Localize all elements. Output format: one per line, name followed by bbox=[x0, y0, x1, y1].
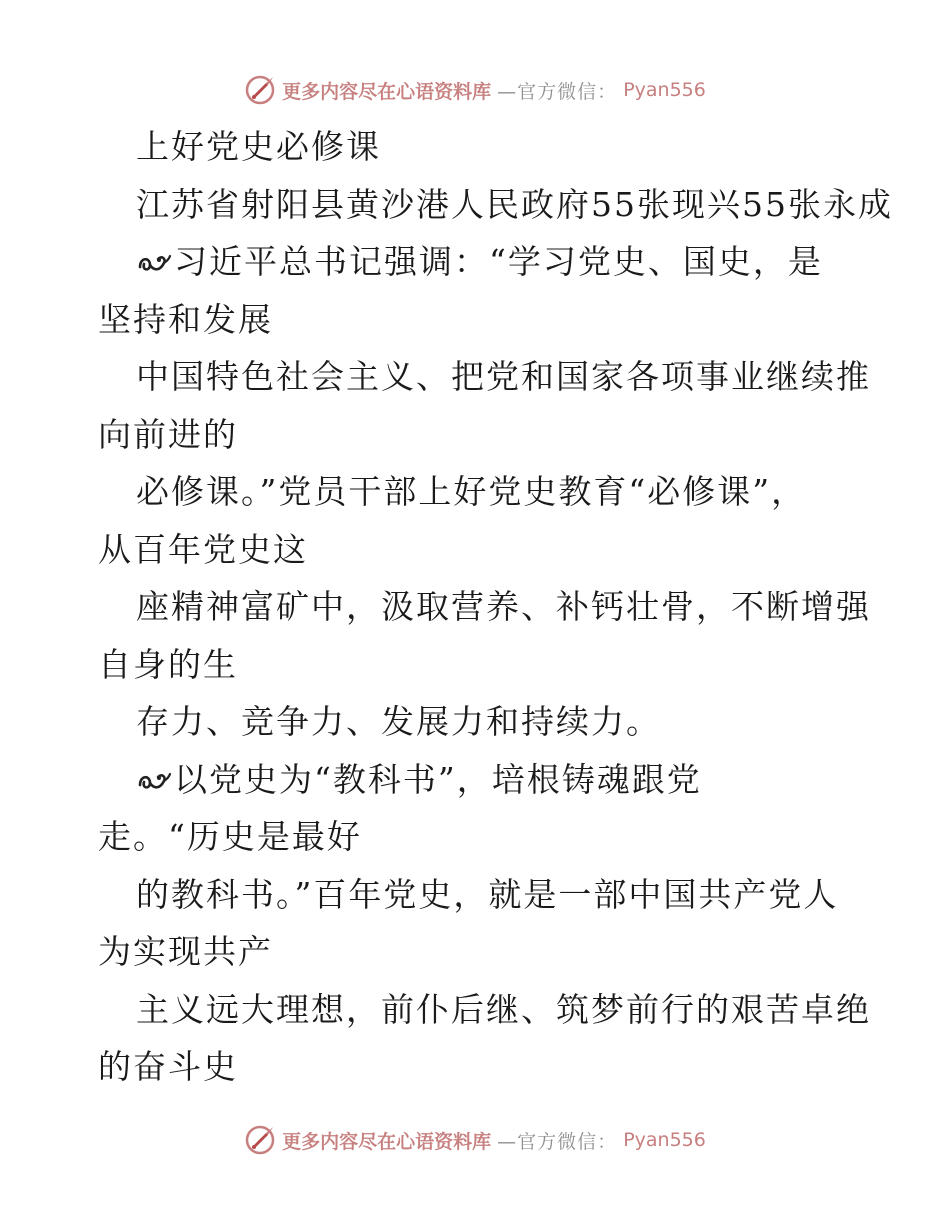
paragraph-line bbox=[98, 233, 858, 291]
footer-dash-text: —官方微信： bbox=[497, 1130, 618, 1153]
quill-logo-icon bbox=[244, 1124, 276, 1156]
footer-site-text: 更多内容尽在心语资料库 bbox=[282, 1130, 492, 1153]
header-site-text: 更多内容尽在心语资料库 bbox=[282, 80, 492, 103]
paragraph-line: 走。“历史是最好 bbox=[98, 817, 362, 856]
footer-banner bbox=[0, 1120, 950, 1160]
header-wechat-id: Pyan556 bbox=[623, 79, 706, 101]
doc-title: 上好党史必修课 bbox=[136, 127, 381, 166]
flourish-bullet-icon bbox=[136, 765, 172, 795]
paragraph-line: 座精神富矿中，汲取营养、补钙壮骨，不断增强 bbox=[136, 587, 871, 626]
paragraph-line: 的奋斗史 bbox=[98, 1047, 238, 1086]
paragraph-line: 为实现共产 bbox=[98, 932, 273, 971]
header-banner bbox=[0, 70, 950, 110]
header-dash-text: —官方微信： bbox=[497, 80, 618, 103]
flourish-bullet-icon bbox=[136, 247, 172, 277]
paragraph-text: 习近平总书记强调：“学习党史、国史，是 bbox=[174, 242, 823, 281]
paragraph-line bbox=[98, 751, 858, 809]
footer-wechat-id: Pyan556 bbox=[623, 1129, 706, 1151]
paragraph-line: 主义远大理想，前仆后继、筑梦前行的艰苦卓绝 bbox=[136, 989, 871, 1029]
paragraph-line: 必修课。”党员干部上好党史教育“必修课”， bbox=[136, 472, 807, 511]
paragraph-line: 存力、竞争力、发展力和持续力。 bbox=[136, 702, 661, 741]
doc-author-line: 江苏省射阳县黄沙港人民政府55张现兴55张永成 bbox=[136, 184, 893, 224]
paragraph-line: 自身的生 bbox=[98, 644, 238, 684]
paragraph-line: 中国特色社会主义、把党和国家各项事业继续推 bbox=[136, 357, 871, 396]
paragraph-line: 的教科书。”百年党史，就是一部中国共产党人 bbox=[136, 874, 839, 914]
quill-logo-icon bbox=[244, 74, 276, 106]
paragraph-line: 从百年党史这 bbox=[98, 529, 308, 569]
paragraph-line: 向前进的 bbox=[98, 414, 238, 454]
document-body bbox=[98, 118, 893, 1096]
paragraph-text: 以党史为“教科书”，培根铸魂跟党 bbox=[174, 759, 702, 799]
paragraph-line: 坚持和发展 bbox=[98, 299, 273, 339]
